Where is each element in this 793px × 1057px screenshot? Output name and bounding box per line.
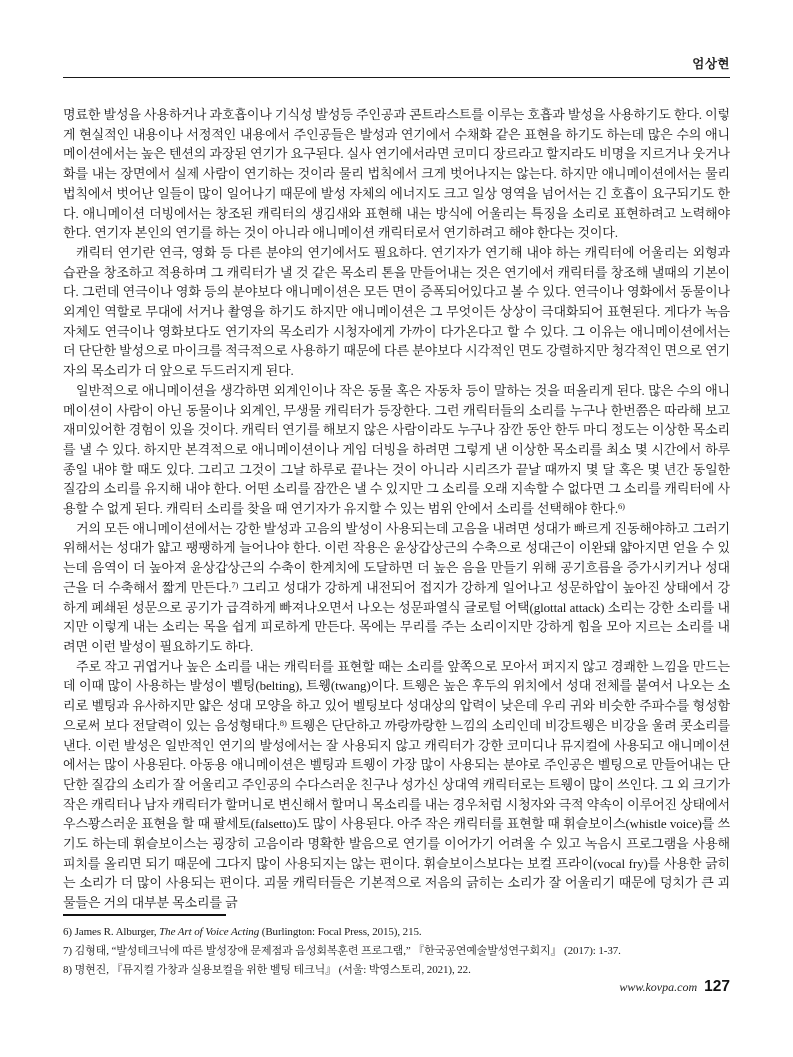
body-paragraph [63, 381, 730, 519]
text-run: 명료한 발성을 사용하거나 과호흡이나 기식성 발성등 주인공과 콘트라스트를 이루는 호흡과 발성을 사용하기도 한다. 이렇게 현실적인 내용이나 서정적인 내용에서 주인공들은 발성과 연기에서 수채화 같은 표현을 하기도 하는데 많은 수의 애니메이션에서는 높은 텐션의 과장된 연기가 요구된다. 실사 연기에서라면 코미디 장르라고 할지라도 비명을 지르거나 웃거나 화를 내는 장면에서 실제 사람이 연기하는 것이라 물리 법칙에서 크게 벗어나지는 않는다. 하지만 애니메이션에서는 물리 법칙에서 벗어난 일들이 많이 일어나기 때문에 발성 자체의 에너지도 크고 일상 영역을 넘어서는 긴 호흡이 요구되기도 한다. 애니메이션 더빙에서는 창조된 캐릭터의 생김새와 표현해 내는 방식에 어울리는 특징을 소리로 표현하려고 노력해야 한다. 연기자 본인의 연기를 하는 것이 아니라 애니메이션 캐릭터로서 연기하려고 해야 한다는 것이다. [63, 107, 730, 241]
text-run: 거의 모든 애니메이션에서는 강한 발성과 고음의 발성이 사용되는데 고음을 내려면 성대가 빠르게 진동해야하고 그러기 위해서는 성대가 얇고 팽팽하게 늘어나야 한다. 이런 작용은 윤상갑상근의 수축으로 성대근이 이완돼 얇아지면 얻을 수 있는데 음역이 더 높아져 윤상갑상근의 수축이 한계치에 도달하면 더 높은 음을 만들기 위해 공기흐름을 증가시키거나 성대근을 더 수축해서 짧게 만든다. [63, 520, 730, 595]
body-paragraph [63, 243, 730, 381]
footnote-ref: 7) [231, 579, 239, 590]
footnote-separator [63, 914, 226, 916]
text-run: 캐릭터 연기란 연극, 영화 등 다른 분야의 연기에서도 필요하다. 연기자가 연기해 내야 하는 캐릭터에 어울리는 외형과 습관을 창조하고 적용하며 그 캐릭터가 낼 것 같은 목소리 톤을 만들어내는 것은 연기에서 캐릭터를 창조해 낼때의 기본이다. 그런데 연극이나 영화 등의 분야보다 애니메이션은 모든 면이 증폭되어있다고 볼 수 있다. 연극이나 영화에서 동물이나 외계인 역할로 무대에 서거나 촬영을 하기도 하지만 애니메이션은 그 무엇이든 상상이 극대화되어 표현된다. 게다가 녹음 자체도 연극이나 영화보다도 연기자의 목소리가 시청자에게 가까이 다가온다고 할 수 있다. 그 이유는 애니메이션에서는 더 단단한 발성으로 마이크를 적극적으로 사용하기 때문에 다른 분야보다 시각적인 면도 강렬하지만 청각적인 면으로 연기자의 목소리가 더 앞으로 두드러지게 된다. [63, 244, 730, 379]
footnotes-section [63, 923, 730, 979]
text-run: 8) 명현진, 『뮤지컬 가창과 실용보컬을 위한 벨팅 테크닉』 (서울: 박영스토리, 2021), 22. [63, 963, 471, 976]
text-run: 주로 작고 귀엽거나 높은 소리를 내는 캐릭터를 표현할 때는 소리를 앞쪽으로 모아서 퍼지지 않고 경쾌한 느낌을 만드는데 이때 많이 사용하는 발성이 벨팅(belting), 트웽(twang)이다. 트웽은 높은 후두의 위치에서 성대 전체를 붙여서 나오는 소리로 벨팅과 유사하지만 얇은 성대 모양을 하고 있어 벨팅보다 성대상의 압력이 낮은데 우리 귀와 비슷한 주파수를 형성함으로써 보다 전달력이 있는 음성형태다. [63, 658, 730, 733]
footnote-ref: 8) [279, 717, 287, 728]
running-head-author: 엄상현 [63, 57, 730, 78]
footnote-ref: 6) [618, 501, 625, 512]
body-paragraph [63, 657, 730, 912]
footnote [63, 923, 730, 942]
text-run: 트웽은 단단하고 까랑까랑한 느낌의 소리인데 비강트웽은 비강을 울려 콧소리를 낸다. 이런 발성은 일반적인 연기의 발성에서는 잘 사용되지 않고 캐릭터가 강한 코미디나 뮤지컬에 사용되고 애니메이션에서는 많이 사용된다. 아동용 애니메이션은 벨팅과 트웽이 가장 많이 사용되는 분야로 주인공은 벨팅으로 만들어내는 단단한 질감의 소리가 잘 어울리고 주인공의 수다스러운 친구나 성가신 상대역 캐릭터로는 트웽이 많이 쓰인다. 그 외 크기가 작은 캐릭터나 남자 캐릭터가 할머니로 변신해서 할머니 목소리를 내는 경우처럼 시청자와 극적 약속이 이루어진 상태에서 우스꽝스러운 표현을 할 때 팔세토(falsetto)도 많이 사용된다. 아주 작은 캐릭터를 표현할 때 휘슬보이스(whistle voice)를 쓰기도 하는데 휘슬보이스는 굉장히 고음이라 명확한 발음으로 연기를 이어가기 어려울 수 있고 녹음시 프로그램을 사용해 피치를 올리면 되기 때문에 그다지 많이 사용되지는 않는 편이다. 휘슬보이스보다는 보컬 프라이(vocal fry)를 사용한 긁히는 소리가 더 많이 사용되는 편이다. 괴물 캐릭터들은 기본적으로 저음의 긁히는 소리가 잘 어울리기 때문에 덩치가 큰 괴물들은 거의 대부분 목소리를 긁 [63, 717, 730, 911]
journal-website-url: www.kovpa.com [619, 980, 698, 994]
footnote [63, 942, 730, 961]
article-body [63, 105, 730, 912]
text-run: 6) James R. Alburger, [63, 926, 160, 938]
body-paragraph [63, 519, 730, 657]
body-paragraph [63, 105, 730, 243]
text-run: (Burlington: Focal Press, 2015), 215. [259, 926, 422, 938]
page-number: 127 [704, 978, 730, 995]
text-run: 7) 김형태, “발성테크닉에 따른 발성장애 문제점과 음성회복훈련 프로그램,” 『한국공연예술발성연구회지』 (2017): 1-37. [63, 944, 621, 957]
footnote [63, 961, 730, 980]
text-run: The Art of Voice Acting [159, 926, 260, 938]
text-run: 그리고 성대가 강하게 내전되어 접지가 강하게 일어나고 성문하압이 높아진 상태에서 강하게 폐쇄된 성문으로 공기가 급격하게 빠져나오면서 나오는 성문파열식 글로털 어택(glottal attack) 소리는 강한 소리를 내지만 이렇게 내는 소리는 목을 쉽게 피로하게 만든다. 목에는 무리를 주는 소리이지만 강하게 힘을 모아 지르는 소리를 내려면 이런 발성이 필요하기도 하다. [63, 579, 730, 654]
page-footer [619, 978, 730, 996]
text-run: 일반적으로 애니메이션을 생각하면 외계인이나 작은 동물 혹은 자동차 등이 말하는 것을 떠올리게 된다. 많은 수의 애니메이션이 사람이 아닌 동물이나 외계인, 무생물 캐릭터가 등장한다. 그런 캐릭터들의 소리를 누구나 한번쯤은 따라해 보고 재미있어한 경험이 있을 것이다. 캐릭터 연기를 해보지 않은 사람이라도 누구나 잠깐 동안 한두 마디 정도는 이상한 목소리를 낼 수 있다. 하지만 본격적으로 애니메이션이나 게임 더빙을 하려면 그렇게 낸 이상한 목소리를 최소 몇 시간에서 하루 종일 내야 할 때도 있다. 그리고 그것이 그날 하루로 끝나는 것이 아니라 시리즈가 끝날 때까지 몇 달 혹은 몇 년간 동일한 질감의 소리를 유지해 내야 한다. 어떤 소리를 잠깐은 낼 수 있지만 그 소리를 오래 지속할 수 없다면 그 소리를 캐릭터에 사용할 수 없게 된다. 캐릭터 소리를 찾을 때 연기자가 유지할 수 있는 범위 안에서 소리를 선택해야 한다. [63, 382, 730, 517]
